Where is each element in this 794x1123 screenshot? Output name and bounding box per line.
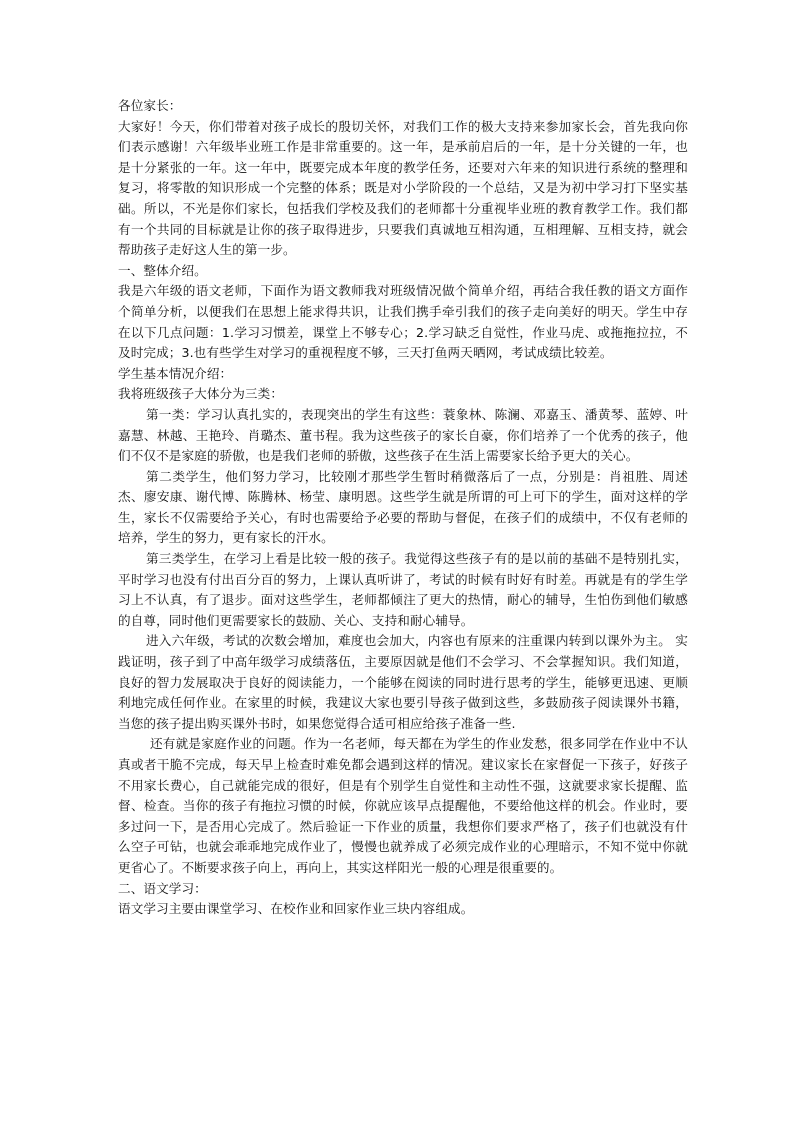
category-2-paragraph: 第二类学生，他们努力学习，比较刚才那些学生暂时稍微落后了一点，分别是：肖祖胜、周述杰、廖安康、谢代博、陈腾林、杨莹、康明恩。这些学生就是所谓的可上可下的学生，面对这样的学生，家长不仅需要给予关心，有时也需要给予必要的帮助与督促，在孩子们的成绩中，不仅有老师的培养，学生的努力，更有家长的汗水。 — [118, 468, 688, 546]
intro-paragraph: 大家好！今天，你们带着对孩子成长的殷切关怀，对我们工作的极大支持来参加家长会，首先我向你们表示感谢！六年级毕业班工作是非常重要的。这一年，是承前启后的一年，是十分关键的一年，也是十分紧张的一年。这一年中，既要完成本年度的教学任务，还要对六年来的知识进行系统的整理和复习，将零散的知识形成一个完整的体系；既是对小学阶段的一个总结，又是为初中学习打下坚实基础。所以，不光是你们家长，包括我们学校及我们的老师都十分重视毕业班的教育教学工作。我们都有一个共同的目标就是让你的孩子取得进步，只要我们真诚地互相沟通，互相理解、互相支持，就会帮助孩子走好这人生的第一步。 — [118, 118, 688, 258]
category-3-paragraph: 第三类学生，在学习上看是比较一般的孩子。我觉得这些孩子有的是以前的基础不是特别扎实，平时学习也没有付出百分百的努力，上课认真听讲了，考试的时候有时好有时差。再就是有的学生学习上不认真，有了退步。面对这些学生，老师都倾注了更大的热情，耐心的辅导，生怕伤到他们敏感的自尊，同时他们更需要家长的鼓励、关心、支持和耐心辅导。 — [118, 551, 688, 628]
category-1-paragraph: 第一类：学习认真扎实的，表现突出的学生有这些：蓑象林、陈澜、邓嘉玉、潘黄琴、蓝婷、叶嘉慧、林越、王艳玲、肖璐杰、董书程。我为这些孩子的家长自豪，你们培养了一个优秀的孩子，他们不仅不是家庭的骄傲，也是我们老师的骄傲，这些孩子在生活上需要家长给予更大的关心。 — [118, 406, 688, 464]
grade-6-paragraph: 进入六年级，考试的次数会增加，难度也会加大，内容也有原来的注重课内转到以课外为主。 实践证明，孩子到了中高年级学习成绩落伍，主要原因就是他们不会学习、不会掌握知识。我们知道，良好的智力发展取决于良好的阅读能力，一个能够在阅读的同时进行思考的学生，能够更迅速、更顺利地完成任何作业。在家里的时候，我建议大家也要引导孩子做到这些，多鼓励孩子阅读课外书籍，当您的孩子提出购买课外书时，如果您觉得合适可相应给孩子准备一些. — [118, 633, 688, 731]
salutation: 各位家长： — [118, 98, 182, 113]
section-2-paragraph: 语文学习主要由课堂学习、在校作业和回家作业三块内容组成。 — [118, 901, 474, 917]
section-2-heading: 二、语文学习： — [118, 880, 207, 896]
homework-paragraph: 还有就是家庭作业的问题。作为一名老师，每天都在为学生的作业发愁，很多同学在作业中不认真或者干脆不完成，每天早上检查时难免都会遇到这样的情况。建议家长在家督促一下孩子，好孩子不用家长费心，自己就能完成的很好，但是有个别学生自觉性和主动性不强，这就要求家长提醒、监督、检查。当你的孩子有拖拉习惯的时候，你就应该早点提醒他，不要给他这样的机会。作业时，要多过问一下，是否用心完成了。然后验证一下作业的质量，我想你们要求严格了，孩子们也就没有什么空子可钻，也就会乖乖地完成作业了，慢慢也就养成了必须完成作业的心理暗示，不知不觉中你就更省心了。不断要求孩子向上，再向上，其实这样阳光一般的心理是很重要的。 — [118, 736, 688, 875]
section-1-heading: 一、整体介绍。 — [118, 262, 207, 278]
letter-document — [118, 96, 688, 920]
students-heading: 学生基本情况介绍： — [118, 365, 233, 381]
students-intro: 我将班级孩子大体分为三类： — [118, 386, 284, 402]
section-1-paragraph: 我是六年级的语文老师，下面作为语文教师我对班级情况做个简单介绍，再结合我任教的语文方面作个简单分析，以便我们在思想上能求得共识，让我们携手牵引我们的孩子走向美好的明天。学生中存在以下几点问题：1.学习习惯差，课堂上不够专心；2.学习缺乏自觉性，作业马虎、或拖拖拉拉，不及时完成；3.也有些学生对学习的重视程度不够，三天打鱼两天晒网，考试成绩比较差。 — [118, 283, 688, 361]
